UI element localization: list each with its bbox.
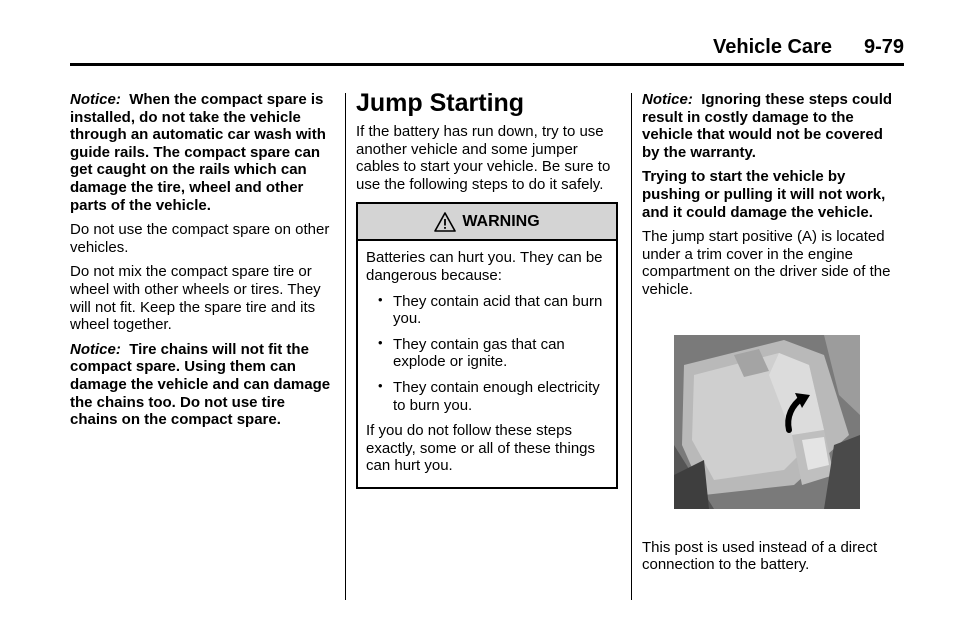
bullet-icon: •: [378, 291, 383, 307]
page-number: 9-79: [863, 36, 904, 58]
body-paragraph: Do not use the compact spare on other vehicles.: [70, 221, 330, 256]
bullet-icon: •: [378, 377, 383, 393]
notice-text: When the compact spare is installed, do not take the vehicle through an automatic car wash with guide rails. The compact spare can get caught on the rails which can damage the tire, wheel and other parts of the vehicle.: [70, 91, 326, 214]
list-item: • They contain enough electricity to burn you.: [378, 377, 600, 414]
notice-text: Tire chains will not fit the compact spare. Using them can damage the vehicle and can damage the chains too. Do not use tire chains on the compact spare.: [70, 340, 331, 429]
header-rule: [70, 63, 904, 66]
engine-compartment-photo: [674, 335, 860, 509]
caution-paragraph: Trying to start the vehicle by pushing or pulling it will not work, and it could damage the vehicle.: [642, 168, 886, 221]
notice-label: Notice:: [70, 91, 121, 108]
warning-closing: If you do not follow these steps exactly, some or all of these things can hurt you.: [366, 422, 595, 475]
column-right: [642, 91, 904, 581]
warning-list: [366, 293, 608, 415]
warning-icon: [434, 212, 456, 232]
intro-paragraph: If the battery has run down, try to use another vehicle and some jumper cables to start your vehicle. Be sure to use the following steps to do it safely.: [356, 123, 611, 193]
warning-lead: Batteries can hurt you. They can be dangerous because:: [366, 249, 603, 284]
body-paragraph: Do not mix the compact spare tire or wheel with other wheels or tires. They will not fit. Keep the spare tire and its wheel together.: [70, 263, 321, 334]
notice-paragraph: [70, 91, 332, 214]
section-heading: Jump Starting: [356, 89, 525, 117]
notice-label: Notice:: [70, 340, 121, 358]
body-paragraph: The jump start positive (A) is located under a trim cover in the engine compartment on the driver side of the vehicle.: [642, 228, 891, 298]
list-item: • They contain acid that can burn you.: [378, 291, 603, 328]
column-left: [70, 91, 332, 436]
notice-paragraph: [642, 91, 904, 161]
column-divider: [345, 93, 346, 600]
page-header: [70, 36, 904, 64]
warning-box: [356, 202, 618, 489]
section-title: Vehicle Care: [713, 36, 832, 58]
warning-header: [358, 204, 616, 241]
list-item: • They contain gas that can explode or ignite.: [378, 334, 565, 371]
warning-body: [358, 241, 616, 487]
notice-paragraph: [70, 341, 332, 429]
warning-title: WARNING: [462, 213, 540, 231]
notice-label: Notice:: [642, 91, 693, 108]
notice-text: Ignoring these steps could result in costly damage to the vehicle that would not be covered by the warranty.: [642, 91, 893, 161]
bullet-icon: •: [378, 334, 383, 350]
photo-caption: This post is used instead of a direct connection to the battery.: [642, 538, 878, 574]
column-divider: [631, 93, 632, 600]
column-middle: [356, 88, 620, 489]
